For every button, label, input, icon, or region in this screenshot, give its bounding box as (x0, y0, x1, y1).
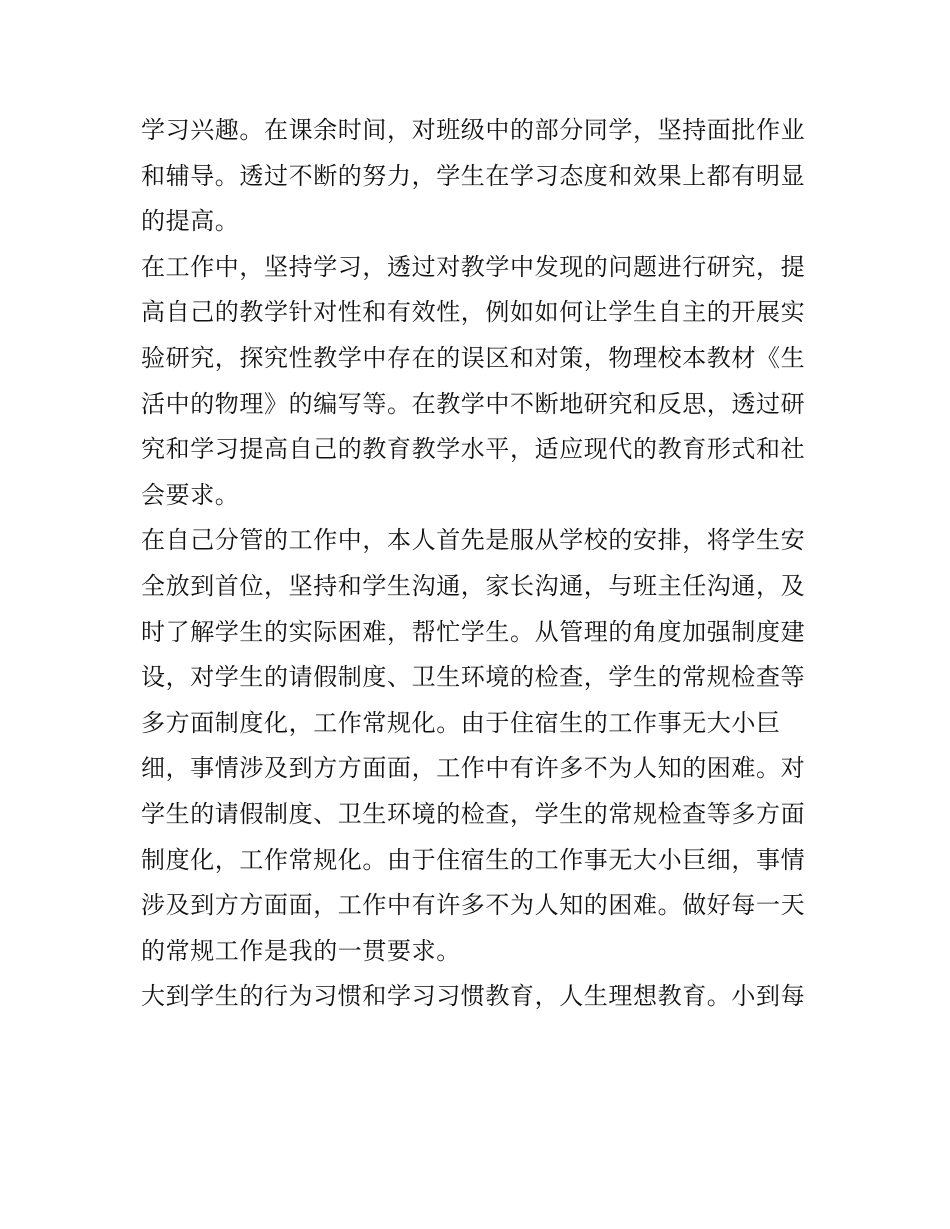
body-text (141, 108, 821, 1020)
text-line: 制度化，工作常规化。由于住宿生的工作事无大小巨细，事情 (141, 845, 806, 874)
text-line: 在工作中，坚持学习，透过对教学中发现的问题进行研究，提 (141, 252, 806, 281)
text-line: 和辅导。透过不断的努力，学生在学习态度和效果上都有明显 (141, 161, 806, 190)
text-line: 大到学生的行为习惯和学习习惯教育，人生理想教育。小到每 (141, 982, 806, 1011)
text-line: 涉及到方方面面，工作中有许多不为人知的困难。做好每一天 (141, 891, 806, 920)
text-line: 验研究，探究性教学中存在的误区和对策，物理校本教材《生 (141, 343, 806, 372)
text-line: 在自己分管的工作中，本人首先是服从学校的安排，将学生安 (141, 526, 806, 555)
text-line: 高自己的教学针对性和有效性，例如如何让学生自主的开展实 (141, 298, 806, 327)
text-line: 细，事情涉及到方方面面，工作中有许多不为人知的困难。对 (141, 754, 806, 783)
text-line: 的常规工作是我的一贯要求。 (141, 936, 461, 965)
text-line: 会要求。 (141, 480, 240, 509)
text-line: 究和学习提高自己的教育教学水平，适应现代的教育形式和社 (141, 435, 806, 464)
text-line: 设，对学生的请假制度、卫生环境的检查，学生的常规检查等 (141, 663, 806, 692)
text-line: 多方面制度化，工作常规化。由于住宿生的工作事无大小巨 (141, 708, 781, 737)
text-line: 学生的请假制度、卫生环境的检查，学生的常规检查等多方面 (141, 799, 806, 828)
text-line: 活中的物理》的编写等。在教学中不断地研究和反思，透过研 (141, 389, 806, 418)
text-line: 时了解学生的实际困难，帮忙学生。从管理的角度加强制度建 (141, 617, 806, 646)
text-line: 学习兴趣。在课余时间，对班级中的部分同学，坚持面批作业 (141, 116, 806, 144)
text-line: 全放到首位，坚持和学生沟通，家长沟通，与班主任沟通，及 (141, 571, 806, 600)
text-line: 的提高。 (141, 207, 240, 236)
